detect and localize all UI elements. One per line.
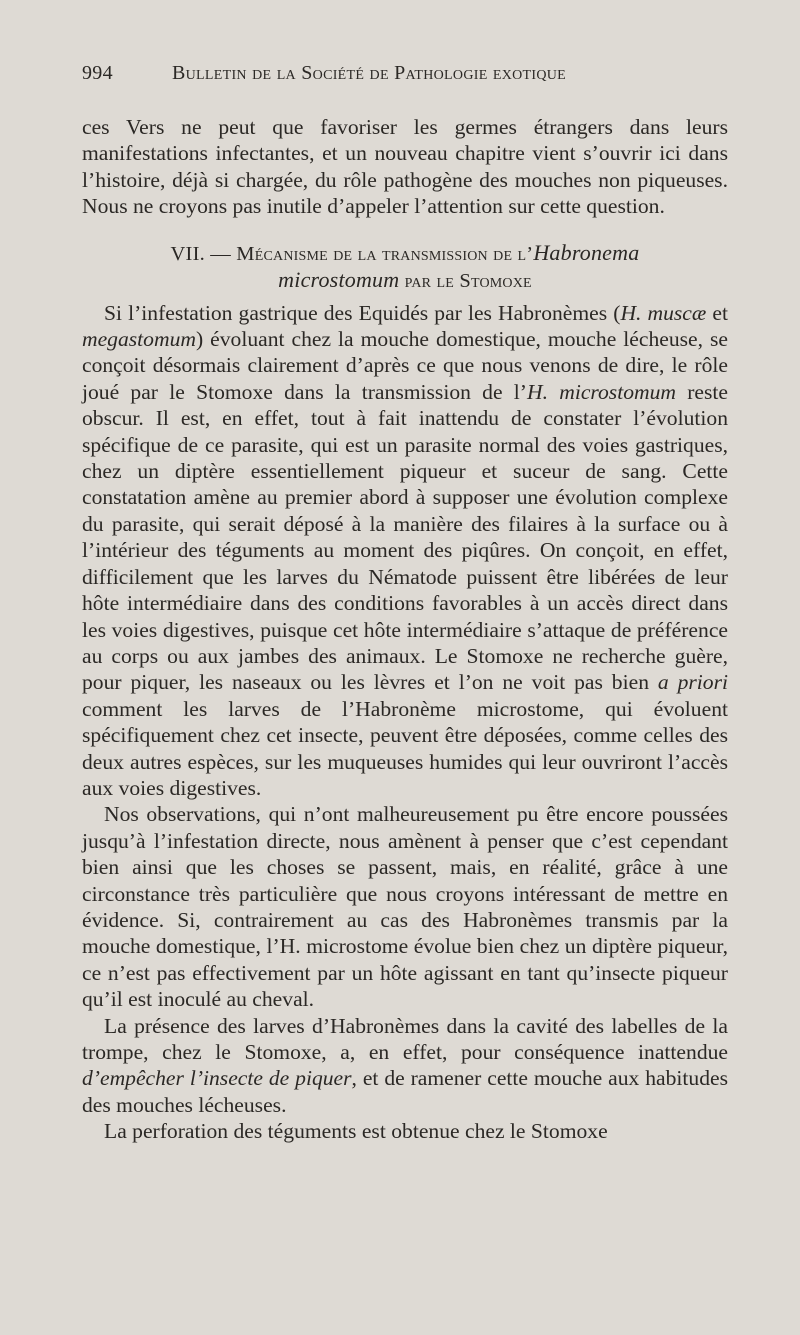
italic-run: H. microstomum bbox=[526, 379, 676, 404]
journal-title: Bulletin de la Société de Pathologie exotique bbox=[172, 62, 567, 84]
paragraph-2: Nos observations, qui n’ont malheureusement pu être encore poussées jusqu’à l’infestation directe, nous amènent à penser que c’est cependant bien ainsi que les choses se passent, mais, en réalité, grâce à une circonstance très particulière que nous croyons intéressant de mettre en évidence. Si, contrairement au cas des Habronèmes transmis par la mouche domestique, l’H. microstome évolue bien chez un diptère piqueur, ce n’est pas effectivement par un hôte agissant en tant qu’insecte piqueur qu’il est inoculé au cheval. bbox=[82, 802, 728, 1012]
paragraph-1 bbox=[82, 300, 728, 802]
intro-paragraph: ces Vers ne peut que favoriser les germes étrangers dans leurs manifestations infectantes, et un nouveau chapitre vient s’ouvrir ici dans l’histoire, déjà si chargée, du rôle pathogène des mouches non piqueuses. Nous ne croyons pas inutile d’appeler l’attention sur cette question. bbox=[82, 115, 728, 219]
text-run: , et de ramener cette mouche aux habitudes des mouches lécheuses. bbox=[82, 1066, 728, 1117]
article-body bbox=[82, 114, 728, 1145]
italic-run: a priori bbox=[657, 670, 728, 695]
italic-run: d’empêcher l’insecte de piquer bbox=[82, 1066, 352, 1091]
text-run: La présence des larves d’Habronèmes dans la cavité des labelles de la trompe, chez le Stomoxe, a, en effet, pour conséquence inattendue bbox=[82, 1013, 728, 1064]
text-run: et bbox=[706, 300, 728, 325]
text-run: ) évoluant chez la mouche domestique, mouche lécheuse, se conçoit désormais clairement d’après ce que nous venons de dire, le rôle joué par le Stomoxe dans la transmission de l’ bbox=[82, 327, 728, 404]
text-run: comment les larves de l’Habronème microstome, qui évoluent spécifiquement chez cet insecte, peuvent être déposées, comme celles des deux autres espèces, sur les muqueuses humides qui leur ouvriront l’accès aux voies digestives. bbox=[82, 696, 728, 800]
section-heading bbox=[82, 240, 728, 294]
italic-run: H. muscæ bbox=[620, 300, 707, 325]
text-run: Si l’infestation gastrique des Equidés par les Habronèmes ( bbox=[104, 300, 621, 325]
section-number: VII. bbox=[170, 242, 205, 265]
running-header bbox=[82, 62, 702, 85]
section-dash: — bbox=[210, 242, 231, 265]
page-number: 994 bbox=[82, 62, 113, 84]
section-title-part-b: par le Stomoxe bbox=[399, 269, 532, 292]
paragraph-4: La perforation des téguments est obtenue chez le Stomoxe bbox=[104, 1119, 608, 1144]
paragraph-3 bbox=[82, 1013, 728, 1119]
section-title-part-a: Mécanisme de la transmission de l’ bbox=[236, 242, 534, 265]
italic-run: megastomum bbox=[82, 327, 196, 352]
section-title-genus: Habronema bbox=[533, 239, 640, 265]
section-title-species: microstomum bbox=[278, 266, 400, 292]
text-run: reste obscur. Il est, en effet, tout à fait inattendu de constater l’évolution spécifique de ce parasite, qui est un parasite normal des voies gastriques, chez un diptère essentiellement piqueur et suceur de sang. Cette constatation amène au premier abord à supposer une évolution complexe du parasite, qui serait déposé à la manière des filaires à la surface ou à l’intérieur des téguments au moment des piqûres. On conçoit, en effet, difficilement que les larves du Nématode puissent être libérées de leur hôte intermédiaire dans des conditions favorables à un accès direct dans les voies digestives, puisque cet hôte intermédiaire s’attaque de préférence au corps ou aux jambes des animaux. Le Stomoxe ne recherche guère, pour piquer, les naseaux ou les lèvres et l’on ne voit pas bien bbox=[82, 379, 728, 695]
